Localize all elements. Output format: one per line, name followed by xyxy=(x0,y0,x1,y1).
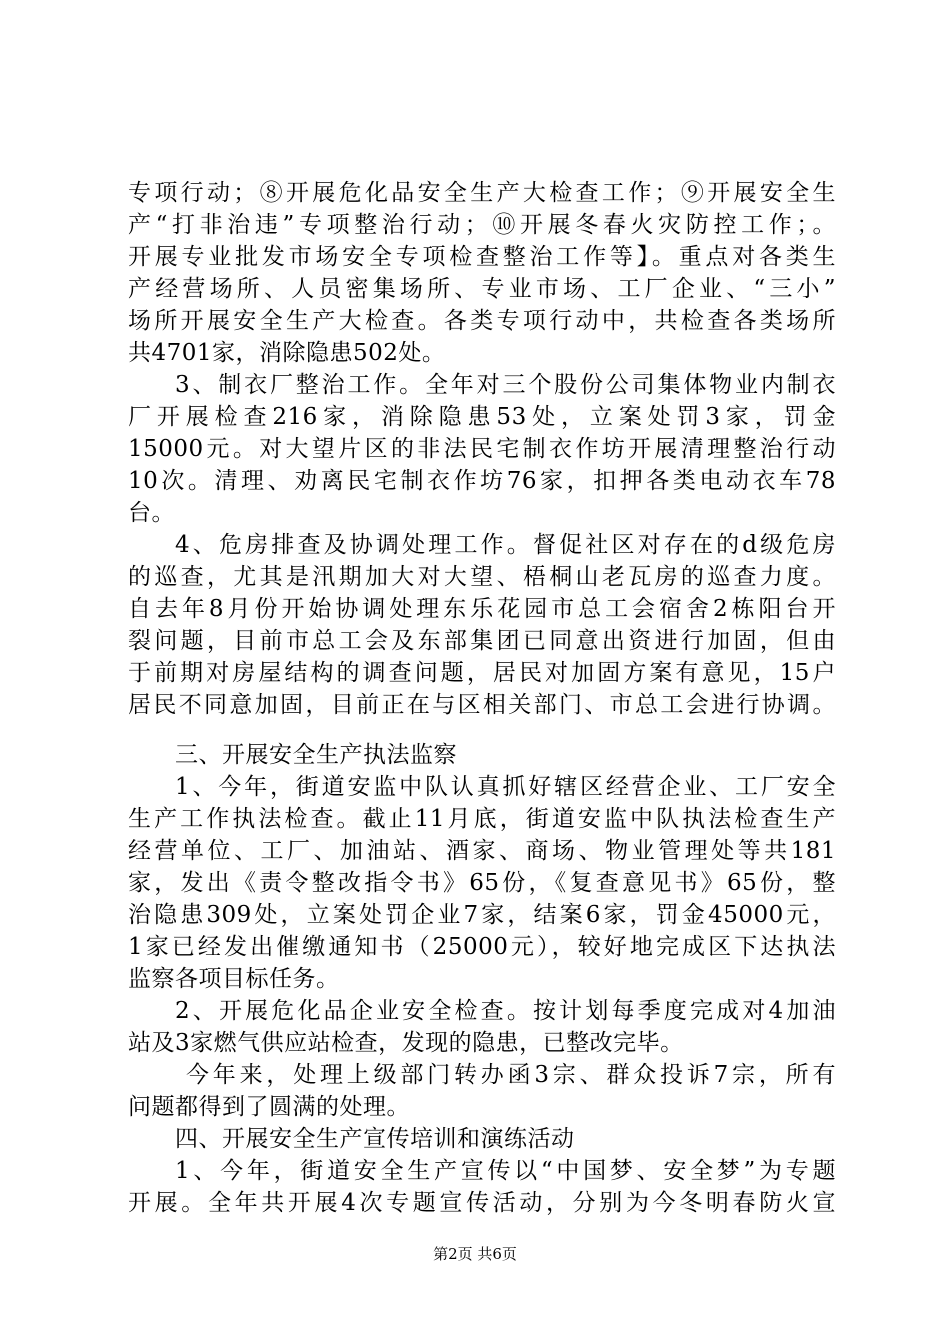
text-line: 专项行动；⑧开展危化品安全生产大检查工作；⑨开展安全生 xyxy=(128,180,836,206)
paragraph-start-line: 今年来，处理上级部门转办函3宗、群众投诉7宗，所有 xyxy=(186,1062,836,1088)
text-line: 10次。清理、劝离民宅制衣作坊76家，扣押各类电动衣车78 xyxy=(128,468,836,494)
text-line: 站及3家燃气供应站检查，发现的隐患，已整改完毕。 xyxy=(128,1030,684,1056)
text-line: 厂开展检查216家，消除隐患53处，立案处罚3家，罚金 xyxy=(128,404,836,430)
paragraph-start-line: 2、开展危化品企业安全检查。按计划每季度完成对4加油 xyxy=(175,998,836,1024)
text-line: 治隐患309处，立案处罚企业7家，结案6家，罚金45000元， xyxy=(128,902,836,928)
text-line: 家，发出《责令整改指令书》65份，《复查意见书》65份，整 xyxy=(128,870,836,896)
text-line: 台。 xyxy=(128,500,175,526)
paragraph-start-line: 4、危房排查及协调处理工作。督促社区对存在的d级危房 xyxy=(175,532,836,558)
text-line: 监察各项目标任务。 xyxy=(128,966,340,992)
text-line: 共4701家，消除隐患502处。 xyxy=(128,340,446,366)
text-line: 于前期对房屋结构的调查问题，居民对加固方案有意见，15户 xyxy=(128,660,836,686)
text-line: 1家已经发出催缴通知书（25000元），较好地完成区下达执法 xyxy=(128,934,836,960)
text-line: 产“打非治违”专项整治行动；⑩开展冬春火灾防控工作；。 xyxy=(128,212,836,238)
text-line: 产经营场所、人员密集场所、专业市场、工厂企业、“三小” xyxy=(128,276,836,302)
section-heading: 三、开展安全生产执法监察 xyxy=(175,742,457,768)
text-line: 裂问题，目前市总工会及东部集团已同意出资进行加固，但由 xyxy=(128,628,836,654)
text-line: 15000元。对大望片区的非法民宅制衣作坊开展清理整治行动 xyxy=(128,436,836,462)
text-line: 居民不同意加固，目前正在与区相关部门、市总工会进行协调。 xyxy=(128,692,836,718)
text-line: 生产工作执法检查。截止11月底，街道安监中队执法检查生产 xyxy=(128,806,836,832)
paragraph-gap xyxy=(128,721,836,739)
paragraph-start-line: 1、今年，街道安监中队认真抓好辖区经营企业、工厂安全 xyxy=(175,774,836,800)
document-body xyxy=(128,177,836,1219)
text-line: 经营单位、工厂、加油站、酒家、商场、物业管理处等共181 xyxy=(128,838,836,864)
section-heading: 四、开展安全生产宣传培训和演练活动 xyxy=(175,1126,575,1152)
text-line: 自去年8月份开始协调处理东乐花园市总工会宿舍2栋阳台开 xyxy=(128,596,836,622)
text-line: 开展专业批发市场安全专项检查整治工作等】。重点对各类生 xyxy=(128,244,836,270)
text-line: 场所开展安全生产大检查。各类专项行动中，共检查各类场所 xyxy=(128,308,836,334)
page-number-footer: 第2页 共6页 xyxy=(433,1245,517,1263)
paragraph-start-line: 1、今年，街道安全生产宣传以“中国梦、安全梦”为专题 xyxy=(175,1158,836,1184)
text-line: 开展。全年共开展4次专题宣传活动，分别为今冬明春防火宣 xyxy=(128,1190,836,1216)
text-line: 问题都得到了圆满的处理。 xyxy=(128,1094,410,1120)
text-line: 的巡查，尤其是汛期加大对大望、梧桐山老瓦房的巡查力度。 xyxy=(128,564,836,590)
paragraph-start-line: 3、制衣厂整治工作。全年对三个股份公司集体物业内制衣 xyxy=(175,372,836,398)
